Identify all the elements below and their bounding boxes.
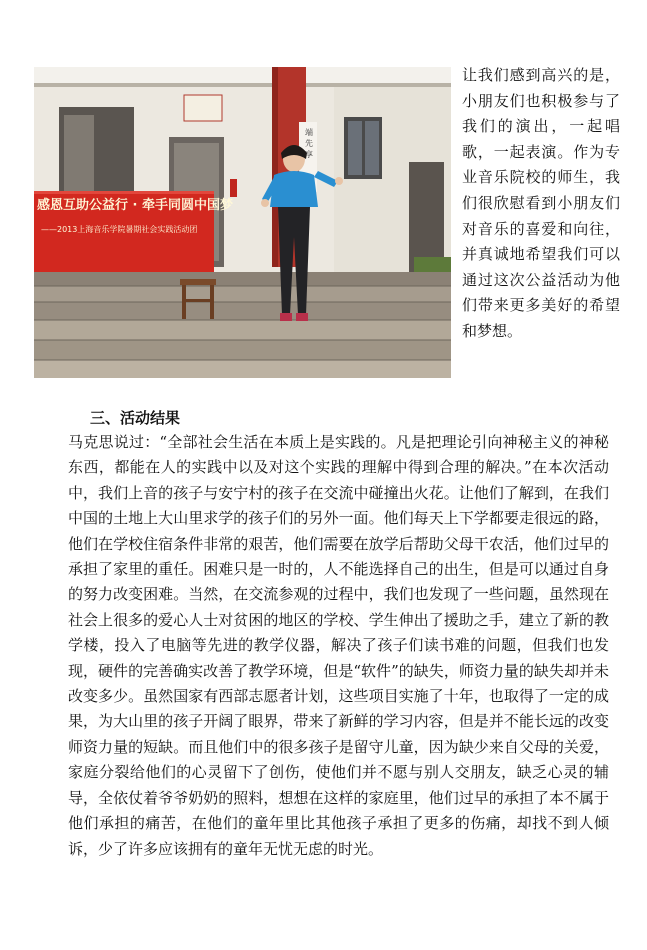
banner-title: 感恩互助公益行 · 牵手同圆中国梦	[37, 198, 233, 213]
pillar-sign: 端先享	[305, 128, 313, 159]
school-sign	[186, 97, 220, 119]
section-title: 三、活动结果	[90, 409, 181, 427]
banner	[37, 198, 233, 236]
side-paragraph: 让我们感到高兴的是，小朋友们也积极参与了我们的演出，一起唱歌，一起表演。作为专业音乐院校的师生，我们很欣慰看到小朋友们对音乐的喜爱和向往，并真诚地希望我们可以通过这次公益活动为他们带来更多美好的希望和梦想。	[462, 66, 620, 340]
section-paragraph: 马克思说过：“全部社会生活在本质上是实践的。凡是把理论引向神秘主义的神秘东西，都能在人的实践中以及对这个实践的理解中得到合理的解决。”在本次活动中，我们上音的孩子与安宁村的孩子在交流中碰撞出火花。让他们了解到，在我们中国的土地上大山里求学的孩子们的另外一面。他们每天上下学都要走很远的路，他们在学校住宿条件非常的艰苦，他们需要在放学后帮助父母干农活，他们过早的承担了家里的重任。困难只是一时的，人不能选择自己的出生，但是可以通过自身的努力改变困难。当然，在交流参观的过程中，我们也发现了一些问题，虽然现在社会上很多的爱心人士对贫困的地区的学校、学生伸出了援助之手，建立了新的教学楼，投入了电脑等先进的教学仪器，解决了孩子们读书难的问题，但我们也发现，硬件的完善确实改善了教学环境，但是“软件”的缺失，师资力量的缺失却并未改变多少。虽然国家有西部志愿者计划，这些项目实施了十年，也取得了一定的成果，为大山里的孩子开阔了眼界，带来了新鲜的学习内容，但是并不能长远的改变师资力量的短缺。而且他们中的很多孩子是留守儿童，因为缺少来自父母的关爱，家庭分裂给他们的心灵留下了创伤，使他们并不愿与别人交朋友，缺乏心灵的辅导，全依仗着爷爷奶奶的照料，想想在这样的家庭里，他们过早的承担了本不属于他们承担的痛苦，在他们的童年里比其他孩子承担了更多的伤痛，却找不到人倾诉，少了许多应该拥有的童年无忧无虑的时光。	[68, 433, 609, 858]
event-photo	[34, 67, 451, 378]
banner-subtitle: ——2013上海音乐学院暑期社会实践活动团	[41, 225, 198, 234]
